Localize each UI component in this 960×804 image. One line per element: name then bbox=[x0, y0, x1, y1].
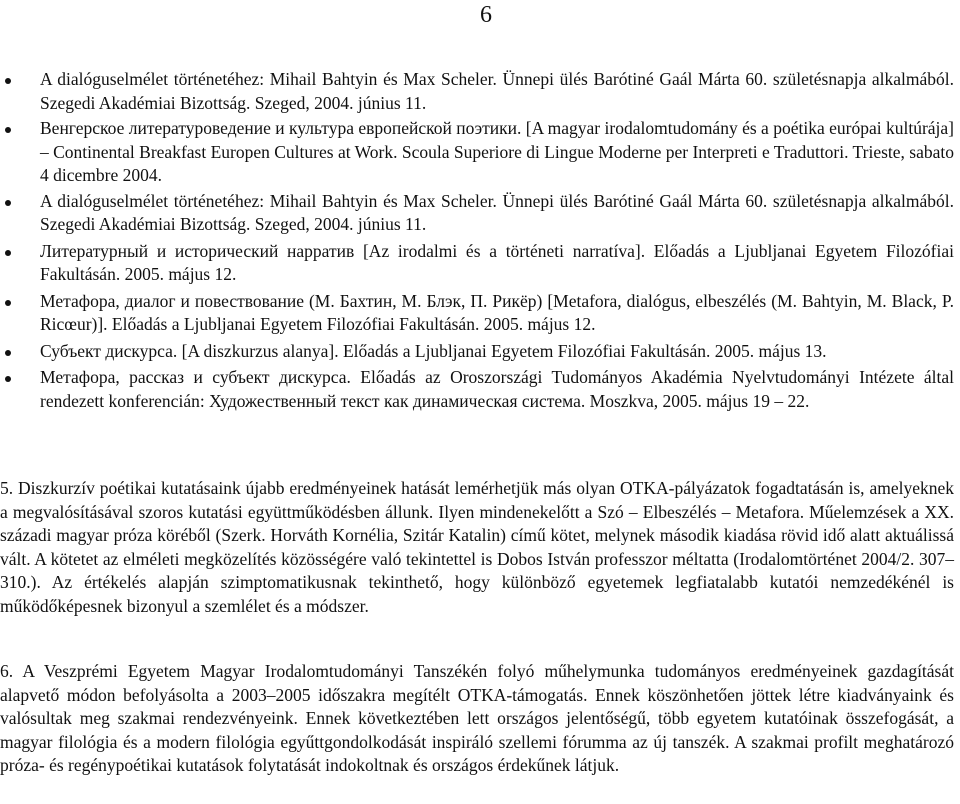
list-item bbox=[0, 366, 960, 413]
list-item-text: Венгерское литературоведение и культура европейской поэтики. [A magyar irodalomtudomány és a poétika európai kultúrája] – Continental Breakfast Europen Cultures at Work. Scoula Superiore di Lingue Moderne per Interpreti e Traduttori. Trieste, sabato 4 dicembre 2004. bbox=[40, 118, 954, 185]
bullet-icon bbox=[5, 300, 11, 306]
paragraph-6: 6. A Veszprémi Egyetem Magyar Irodalomtudományi Tanszékén folyó műhelymunka tudományos eredményeinek gazdagítását alapvető módon befolyásolta a 2003–2005 időszakra megítélt OTKA-támogatás. Ennek köszönhetően jöttek létre kiadványaink és valósultak meg szakmai rendezvényeink. Ennek következtében lett országos jelentőségű, több egyetem kutatóinak összefogását, a magyar filológia és a modern filológia egyűttgondolkodását inspiráló szellemi fórumma az új tanszék. A szakmai profilt meghatározó próza- és regénypoétikai kutatások folytatását indokoltnak és országos érdekűnek látjuk. bbox=[0, 661, 954, 775]
list-item bbox=[0, 240, 960, 287]
list-item-text: A dialóguselmélet történetéhez: Mihail Bahtyin és Max Scheler. Ünnepi ülés Barótiné Gaál Márta 60. születésnapja alkalmából. Szegedi Akadémiai Bizottság. Szeged, 2004. június 11. bbox=[40, 190, 954, 234]
list-item-text: Метафора, рассказ и субъект дискурса. Előadás az Oroszországi Tudományos Akadémia Nyelvtudományi Intézete által rendezett konferencián: Художественный текст как динамическая система. Moszkva, 2005. május 19 – 22. bbox=[40, 367, 954, 411]
list-item bbox=[0, 340, 960, 364]
list-item-text: Субъект дискурса. [A diszkurzus alanya]. Előadás a Ljubljanai Egyetem Filozófiai Fakultásán. 2005. május 13. bbox=[40, 340, 827, 361]
list-item-text: Метафора, диалог и повествование (М. Бахтин, М. Блэк, П. Рикёр) [Metafora, dialógus, elbeszélés (M. Bahtyin, M. Black, P. Ricœur)]. Előadás a Ljubljanai Egyetem Filozófiai Fakultásán. 2005. május 12. bbox=[40, 290, 954, 334]
list-item-text: Литературный и исторический нарратив [Az irodalmi és a történeti narratíva]. Előadás a Ljubljanai Egyetem Filozófiai Fakultásán. 2005. május 12. bbox=[40, 240, 954, 284]
list-item bbox=[0, 68, 960, 115]
bullet-icon bbox=[5, 200, 11, 206]
bullet-icon bbox=[5, 376, 11, 382]
paragraph-5: 5. Diszkurzív poétikai kutatásaink újabb eredményeinek hatását lemérhetjük más olyan OTKA-pályázatok fogadtatásán is, amelyeknek a megvalósításával szoros kutatási együttműködésben állunk. Ilyen mindenekelőtt a Szó – Elbeszélés – Metafora. Műelemzések a XX. századi magyar próza köréből (Szerk. Horváth Kornélia, Szitár Katalin) című kötet, melynek második kiadása rövid idő alatt aktuálissá vált. A kötetet az elméleti megközelítés közösségére való tekintettel is Dobos István professzor méltatta (Irodalomtörténet 2004/2. 307–310.). Az értékelés alapján szimptomatikusnak tekinthető, hogy különböző egyetemek legfiatalabb kutatói nemzedékénél is működőképesnek bizonyul a szemlélet és a módszer. bbox=[0, 478, 954, 616]
lecture-list bbox=[0, 68, 960, 415]
bullet-icon bbox=[5, 350, 11, 356]
bullet-icon bbox=[5, 127, 11, 133]
list-item-text: A dialóguselmélet történetéhez: Mihail Bahtyin és Max Scheler. Ünnepi ülés Barótiné Gaál Márta 60. születésnapja alkalmából. Szegedi Akadémiai Bizottság. Szeged, 2004. június 11. bbox=[40, 69, 954, 113]
bullet-icon bbox=[5, 78, 11, 84]
list-item bbox=[0, 190, 960, 237]
bullet-icon bbox=[5, 250, 11, 256]
list-item bbox=[0, 117, 960, 188]
list-item bbox=[0, 290, 960, 337]
page-number: 6 bbox=[480, 2, 492, 28]
